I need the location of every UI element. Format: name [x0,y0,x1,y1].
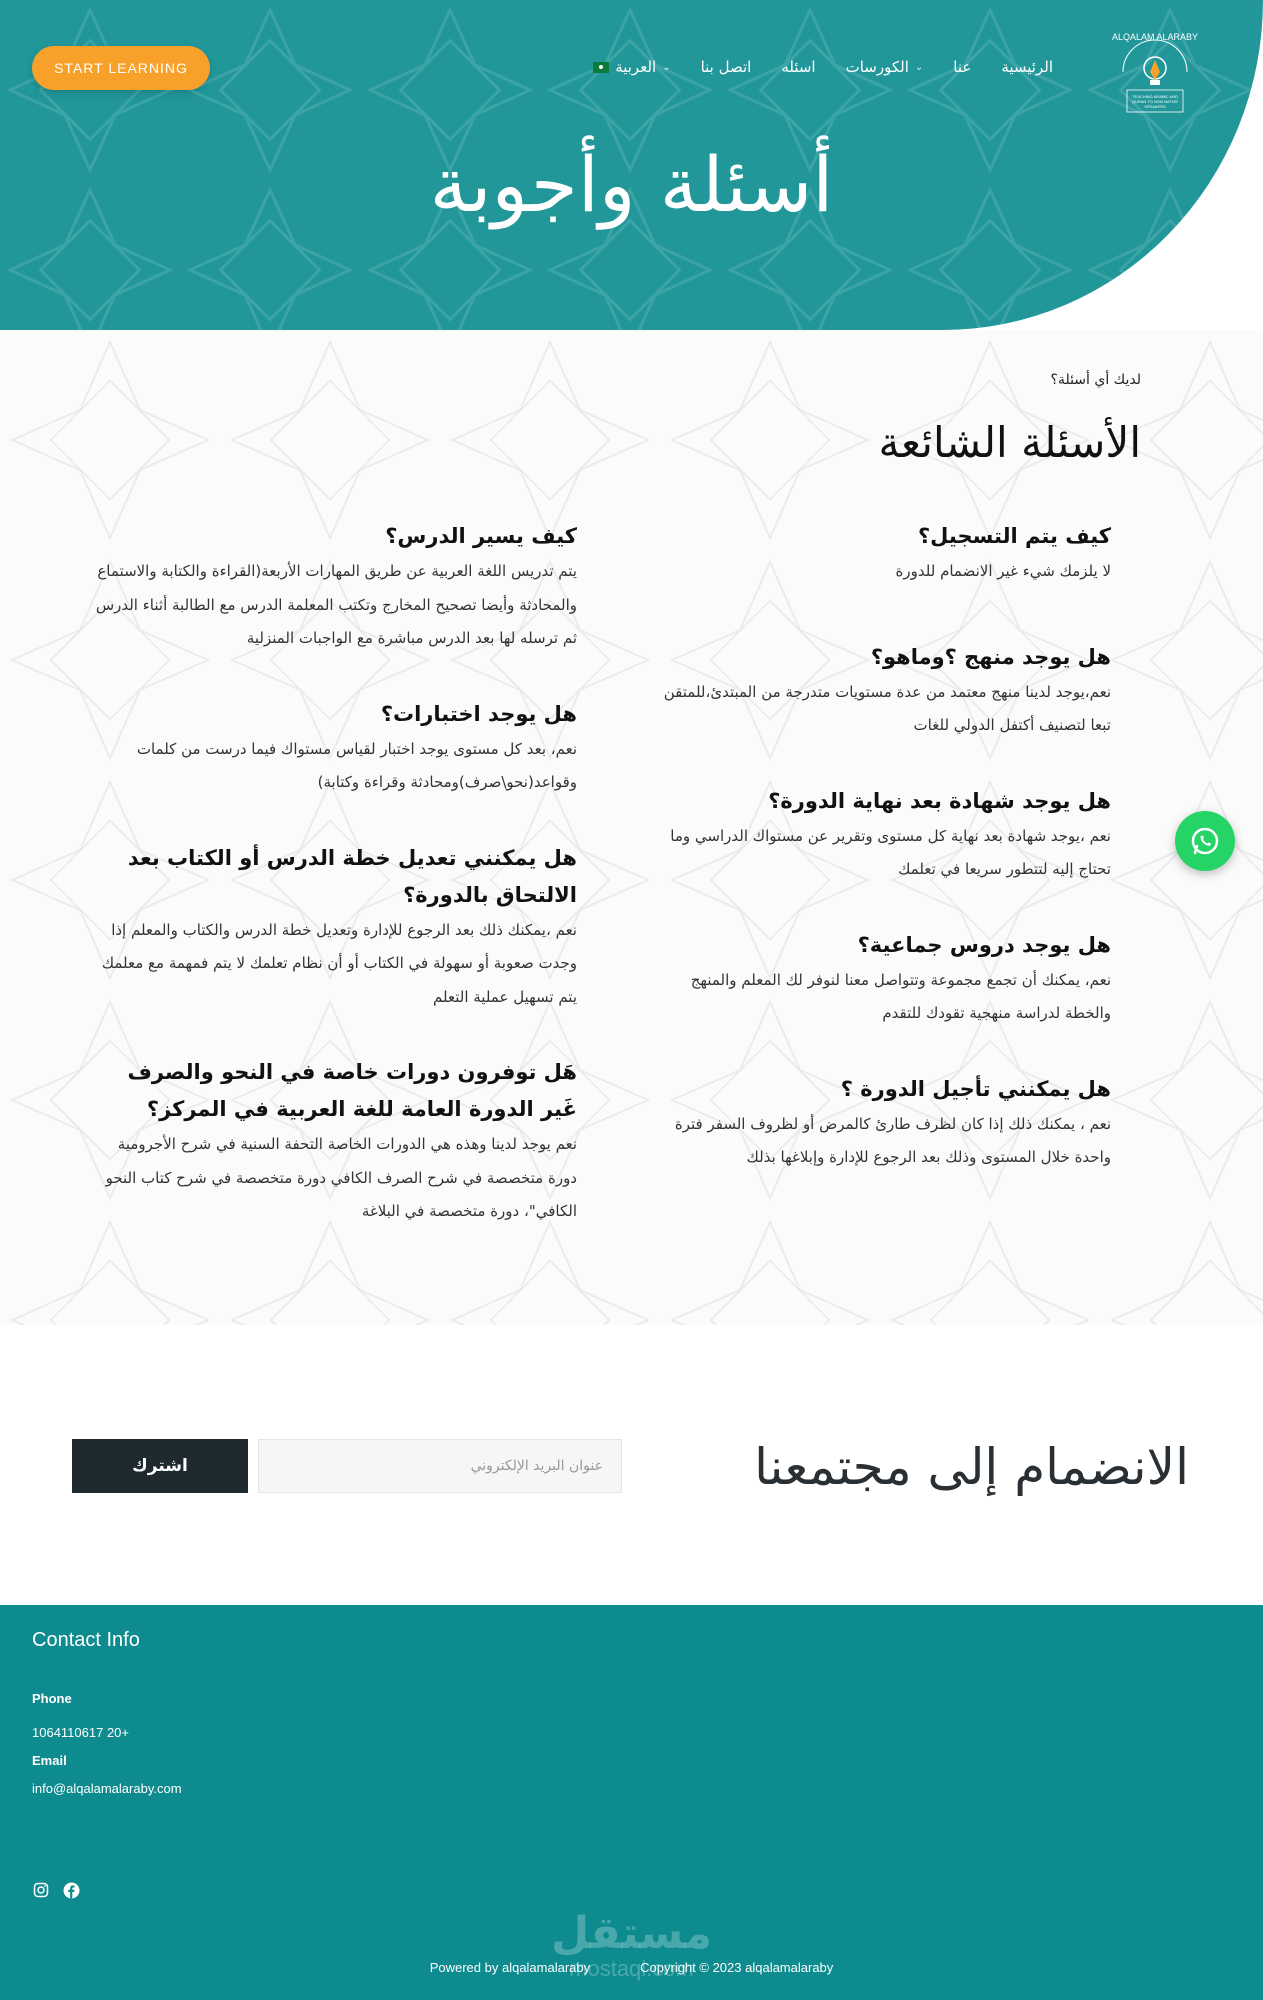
svg-text:ALQALAM ALARABY: ALQALAM ALARABY [1111,32,1199,42]
newsletter-title: الانضمام إلى مجتمعنا [754,1438,1189,1496]
svg-text:TEACHING ARABIC AND: TEACHING ARABIC AND [1132,94,1178,99]
faq-item [95,696,577,800]
faq-answer: نعم ،يوجد شهادة بعد نهاية كل مستوى وتقرير عن مستواك الدراسي وما تحتاج إليه لتتطور سريعا في تعلمك [670,826,1111,878]
footer-title: Contact Info [32,1629,140,1651]
nav-language[interactable] [593,58,670,76]
faq-question: كيف يسير الدرس؟ [385,524,577,548]
powered-by[interactable]: Powered by alqalamalaraby [429,1960,591,1975]
faq-question: هل يوجد منهج ؟وماهو؟ [870,644,1111,669]
faq-question: هل يوجد شهادة بعد نهاية الدورة؟ [768,788,1111,813]
site-footer [0,1605,1263,2000]
faq-question: هل يمكنني تعديل خطة الدرس أو الكتاب بعد الالتحاق بالدورة؟ [127,845,577,907]
nav-faq-label: اسئله [781,58,816,76]
faq-answer: نعم يوجد لدينا وهذه هي الدورات الخاصة التحفة السنية في شرح الأجرومية دورة متخصصة في شرح الصرف الكافي دورة متخصصة في شرح كتاب النحو الكافي"، دورة متخصصة في البلاغة [105,1135,577,1220]
faq-item [95,840,577,1015]
nav-contact-label: اتصل بنا [700,58,752,76]
lightbulb-pen-icon [1105,22,1205,122]
nav-about-label: عنا [953,58,972,76]
subscribe-button[interactable]: اشترك [72,1439,248,1493]
site-logo[interactable] [1105,22,1205,122]
start-learning-button[interactable]: START LEARNING [32,46,210,90]
phone-value[interactable]: 1064110617 20+ [32,1725,129,1740]
nav-faq[interactable] [781,58,815,76]
faq-answer: نعم،يوجد لدينا منهج معتمد من عدة مستويات متدرجة من المبتدئ،للمتقن تبعا لتصنيف أكتفل الدولي للغات [663,682,1111,734]
faq-question: كيف يتم التسجيل؟ [918,524,1111,548]
nav-contact[interactable] [701,58,752,76]
faq-item [641,518,1111,589]
faq-answer: نعم، بعد كل مستوى يوجد اختبار لقياس مستواك فيما درست من كلمات وقواعد(نحو\صرف)ومحادثة وقراءة وكتابة) [136,739,577,791]
nav-courses-label: الكورسات [845,58,909,76]
faq-answer: نعم ، يمكنك ذلك إذا كان لظرف طارئ كالمرض أو لظروف السفر فترة واحدة خلال المستوى وذلك بعد الرجوع للإدارة وإبلاغها بذلك [674,1114,1111,1166]
faq-question: هل يمكنني تأجيل الدورة ؟ [840,1076,1111,1101]
faq-item [641,1071,1111,1175]
main-nav [593,58,1053,76]
faq-answer: نعم، يمكنك أن تجمع مجموعة وتتواصل معنا لنوفر لك المعلم والمنهج والخطة لدراسة منهجية تقودك للتقدم [690,970,1111,1022]
nav-about[interactable] [953,58,971,76]
faq-column-right [641,518,1111,1213]
watermark-arabic: مستقل [551,1908,712,1959]
faq-item [95,1054,577,1229]
social-links [32,1881,80,1899]
faq-question: هل يوجد اختبارات؟ [380,701,577,726]
email-input-placeholder: عنوان البريد الإلكتروني [470,1458,603,1474]
email-input[interactable] [258,1439,622,1493]
page-title: أسئلة وأجوبة [429,140,834,229]
email-value[interactable]: info@alqalamalaraby.com [32,1781,182,1796]
nav-home-label: الرئيسية [1001,58,1053,76]
faq-item [95,518,577,656]
whatsapp-button[interactable] [1175,811,1235,871]
chevron-down-icon: ⌄ [662,61,671,73]
faq-item [641,639,1111,743]
phone-label: Phone [32,1691,72,1706]
newsletter-section [0,1325,1263,1605]
watermark-domain: mostaql.com [569,1956,694,1981]
faq-item [641,927,1111,1031]
faq-column-left [95,518,577,1267]
hero-banner [0,0,1263,330]
faq-question: هل يوجد دروس جماعية؟ [857,932,1111,957]
svg-text:SPEAKERS: SPEAKERS [1144,104,1166,109]
whatsapp-icon [1188,824,1222,858]
flag-icon [593,62,609,73]
email-label: Email [32,1753,67,1768]
faq-answer: يتم تدريس اللغة العربية عن طريق المهارات الأربعة(القراءة والكتابة والاستماع والمحادثة وأيضا تصحيح المخارج وتكتب المعلمة الدرس مع الطالبة أثناء الدرس ثم ترسله لها بعد الدرس مباشرة مع الواجبات المنزلية [95,562,577,647]
faq-answer: لا يلزمك شيء غير الانضمام للدورة [895,562,1111,580]
instagram-icon[interactable] [32,1881,50,1899]
faq-question: هَل توفرون دورات خاصة في النحو والصرف غَير الدورة العامة للغة العربية في المركز؟ [127,1060,577,1121]
faq-answer: نعم ،يمكنك ذلك بعد الرجوع للإدارة وتعديل خطة الدرس والكتاب والمعلم إذا وجدت صعوبة أو سهولة في الكتاب أو أن نظام تعلمك لا يتم فمهمة مع معلمك يتم تسهيل عملية التعلم [101,920,577,1006]
copyright: Copyright © 2023 alqalamalaraby [640,1960,834,1975]
svg-text:QURAN TO NON NATIVE: QURAN TO NON NATIVE [1131,99,1179,104]
chevron-down-icon: ⌄ [914,61,924,73]
nav-home[interactable] [1001,58,1053,76]
faq-item [641,783,1111,887]
facebook-icon[interactable] [62,1881,80,1899]
footer-bottom [0,1960,1263,1975]
faq-section [0,330,1263,1325]
nav-language-label: العربية [615,58,657,76]
faq-heading: الأسئلة الشائعة [878,418,1141,467]
faq-eyebrow: لديك أي أسئلة؟ [1050,372,1141,388]
nav-courses[interactable] [846,58,924,76]
